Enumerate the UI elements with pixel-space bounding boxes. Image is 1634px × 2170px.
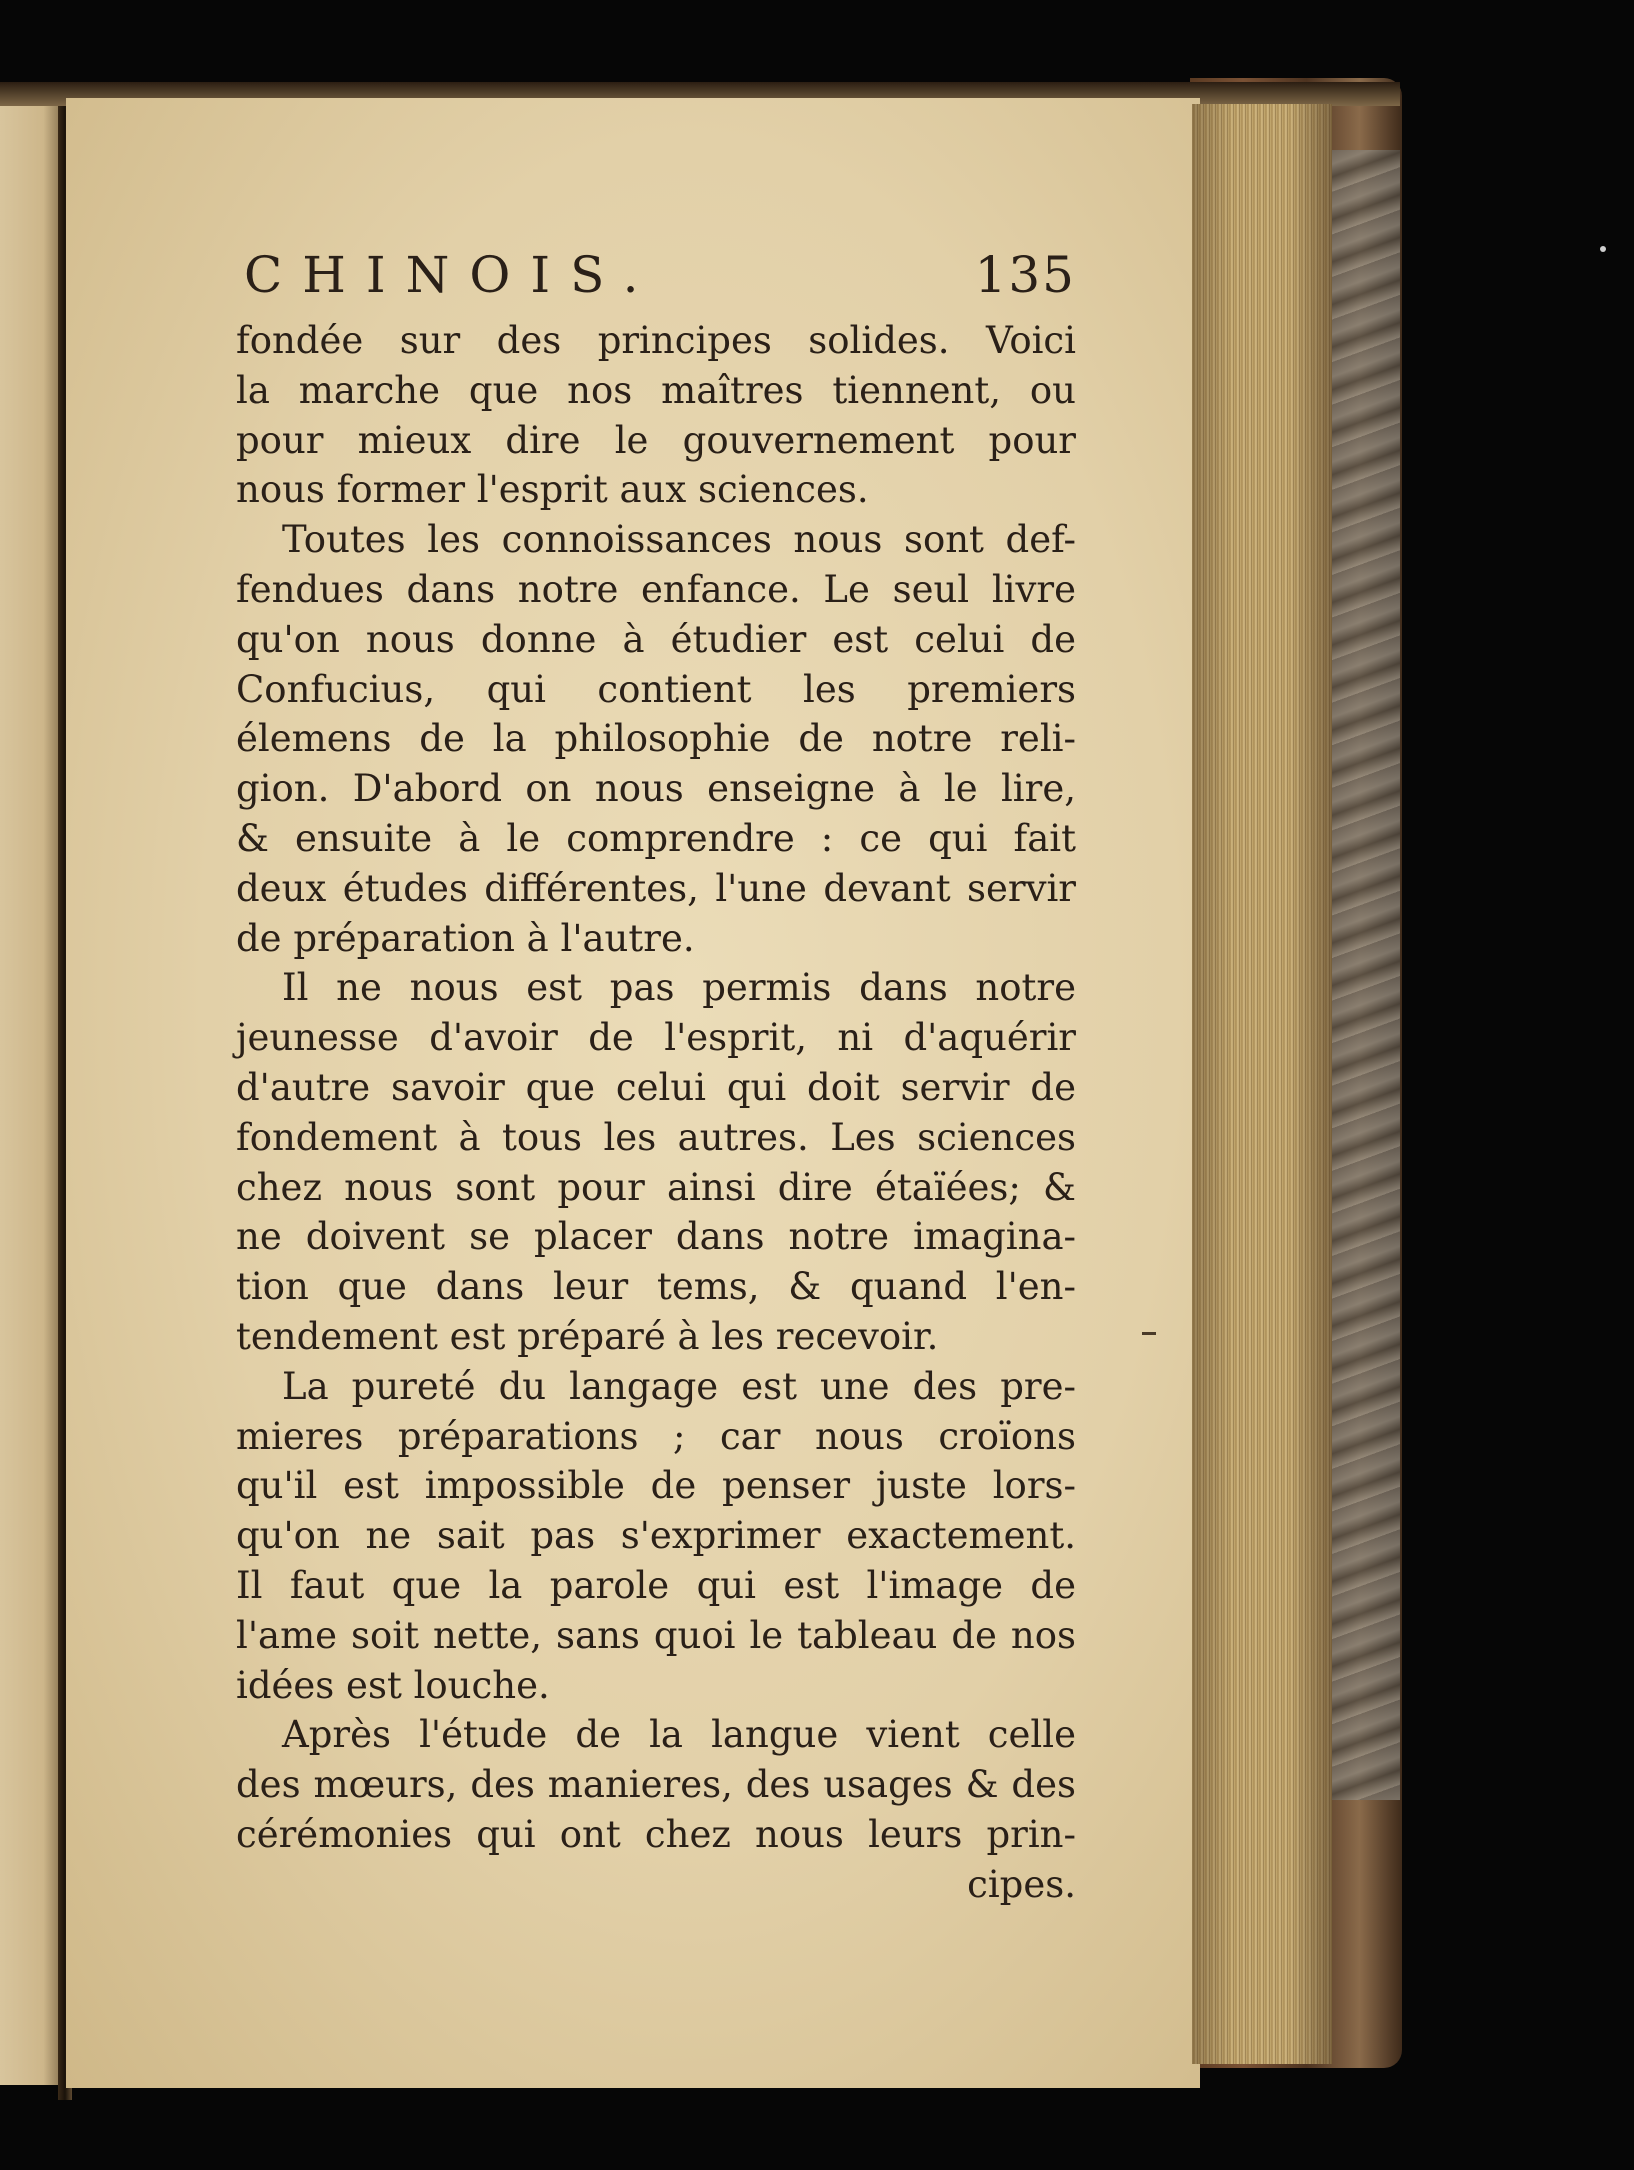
text-line: Il ne nous est pas permis dans notre [282, 966, 1076, 1010]
text-line: tion que dans leur tems, & quand l'en- [236, 1265, 1076, 1309]
text-line: jeunesse d'avoir de l'esprit, ni d'aquérir [236, 1016, 1076, 1060]
text-line: qu'on ne sait pas s'exprimer exactement. [236, 1514, 1076, 1558]
text-line: mieres préparations ; car nous croïons [236, 1414, 1076, 1458]
text-line: La pureté du langage est une des pre- [282, 1364, 1076, 1408]
text-line: pour mieux dire le gouvernement pour [236, 418, 1076, 462]
text-line: élemens de la philosophie de notre reli- [236, 717, 1076, 761]
page-number: 135 [974, 246, 1076, 304]
marbled-cover-pattern [1330, 150, 1400, 1800]
text-line: l'ame soit nette, sans quoi le tableau de nos [236, 1613, 1076, 1657]
text-line: gion. D'abord on nous enseigne à le lire, [236, 767, 1076, 811]
text-line: qu'il est impossible de penser juste lors- [236, 1464, 1076, 1508]
text-line: la marche que nos maîtres tiennent, ou [236, 368, 1076, 412]
running-title: CHINOIS. [244, 246, 659, 304]
left-page-edge [0, 95, 62, 2085]
text-line: des mœurs, des manieres, des usages & des [236, 1763, 1076, 1807]
text-line: d'autre savoir que celui qui doit servir de [236, 1065, 1076, 1109]
text-line: nous former l'esprit aux sciences. [236, 468, 869, 512]
stray-mark [1600, 246, 1606, 252]
text-line: & ensuite à le comprendre : ce qui fait [236, 816, 1076, 860]
text-line: tendement est préparé à les recevoir. [236, 1314, 939, 1358]
text-line: fondement à tous les autres. Les sciences [236, 1115, 1076, 1159]
text-line: cérémonies qui ont chez nous leurs prin- [236, 1812, 1076, 1856]
text-line: fendues dans notre enfance. Le seul livre [236, 567, 1076, 611]
text-line: qu'on nous donne à étudier est celui de [236, 617, 1076, 661]
text-line: Toutes les connoissances nous sont def- [282, 518, 1076, 562]
text-line: cipes. [967, 1862, 1076, 1906]
page-text [236, 246, 1076, 1910]
text-line: fondée sur des principes solides. Voici [236, 319, 1076, 362]
text-line: de préparation à l'autre. [236, 916, 695, 960]
text-line: Il faut que la parole qui est l'image de [236, 1563, 1076, 1607]
text-line: Après l'étude de la langue vient celle [282, 1713, 1076, 1757]
text-line: idées est louche. [236, 1663, 550, 1707]
running-head [236, 246, 1076, 316]
text-line: ne doivent se placer dans notre imagina- [236, 1215, 1076, 1259]
text-line: Confucius, qui contient les premiers [236, 667, 1076, 711]
text-line: deux études différentes, l'une devant servir [236, 866, 1076, 910]
text-line: chez nous sont pour ainsi dire étaïées; & [236, 1165, 1076, 1209]
margin-mark [1142, 1332, 1156, 1335]
page-block-shadow [1192, 104, 1332, 2064]
